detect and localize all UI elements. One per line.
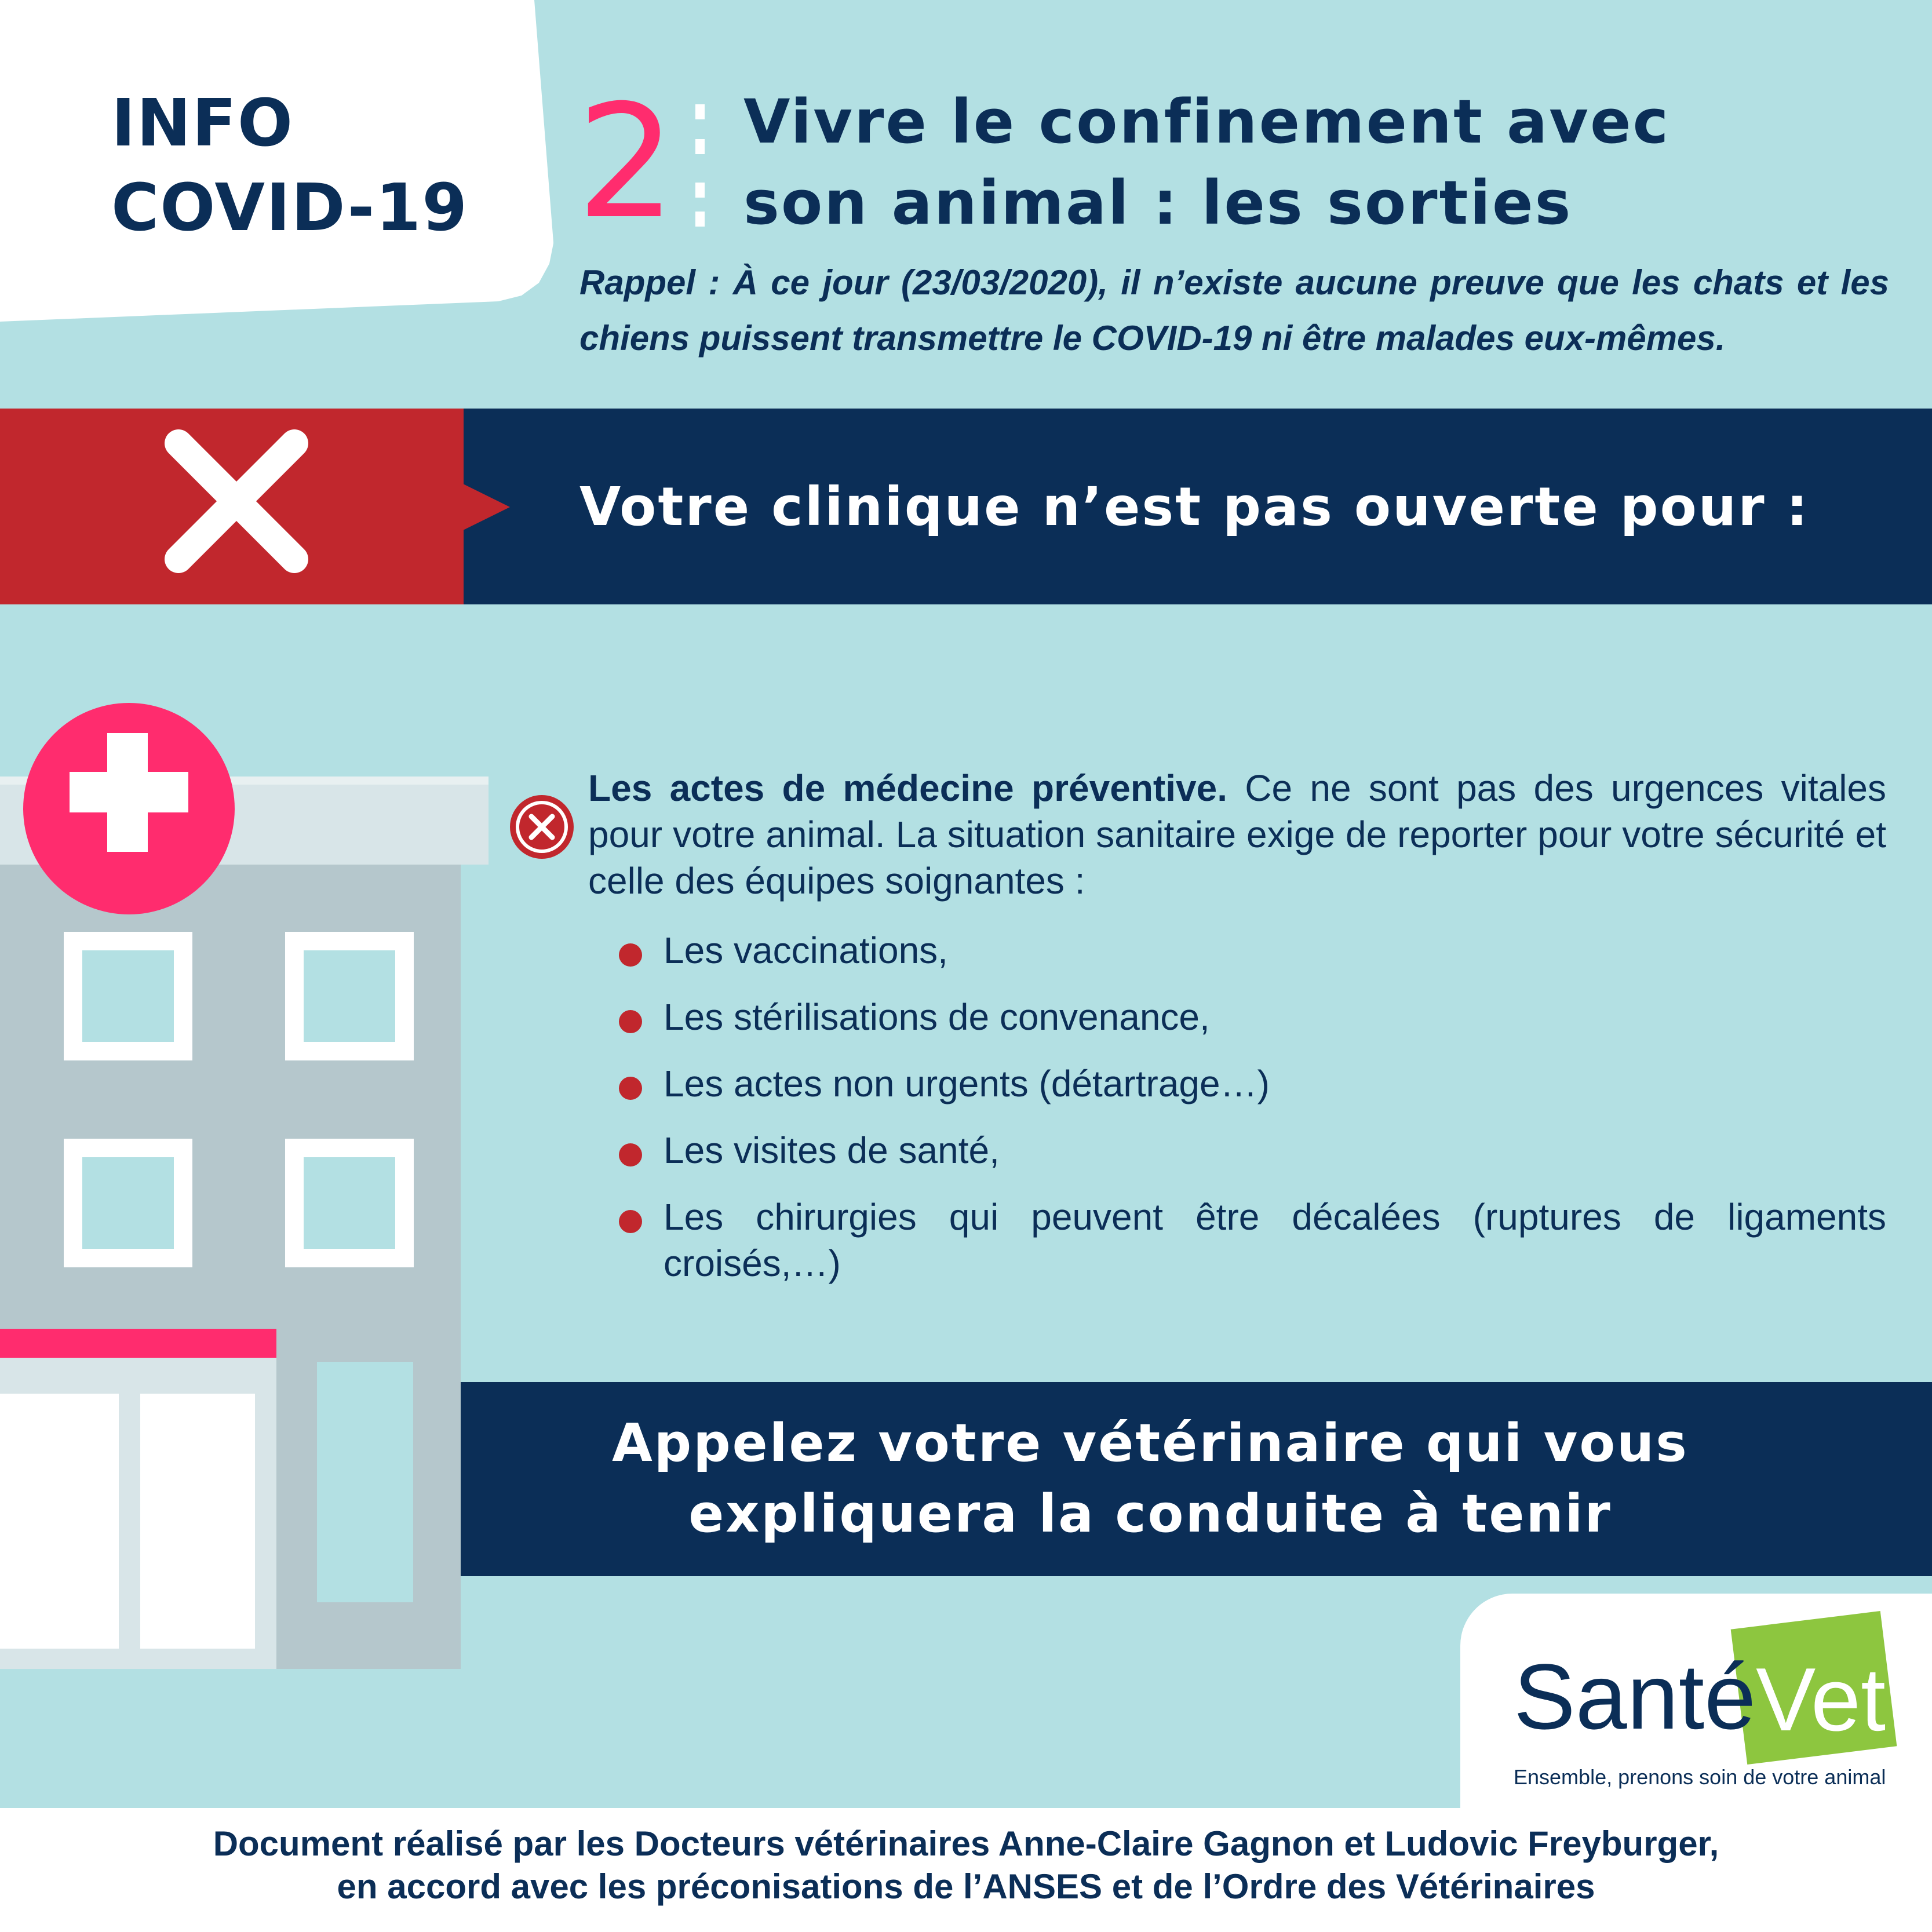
list-item-text: Les actes non urgents (détartrage…) <box>664 1063 1270 1104</box>
bullet-icon <box>619 1143 642 1167</box>
bullet-icon <box>619 1010 642 1033</box>
building-window <box>64 932 192 1060</box>
bullet-icon <box>619 1210 642 1233</box>
colon-dot <box>695 212 705 227</box>
cancel-circle-icon <box>510 795 574 859</box>
logo-brand-vet: Vet <box>1756 1649 1886 1749</box>
list-item <box>614 1127 1886 1173</box>
list-item <box>614 994 1886 1040</box>
building-window <box>285 1139 414 1267</box>
close-icon <box>150 414 323 588</box>
preventive-care-description: Ce ne sont pas des urgences vitales pour votre animal. La situation sanitaire exige de reporter pour votre sécurité et celle des équipes soignantes : <box>588 767 1887 902</box>
medical-cross-horizontal <box>70 772 188 812</box>
list-item-text: Les visites de santé, <box>664 1129 1000 1171</box>
page-title: Vivre le confinement avec son animal : les sorties <box>743 86 1671 238</box>
banner-heading: Votre clinique n’est pas ouverte pour : <box>579 476 1810 538</box>
colon-dot <box>695 183 705 198</box>
list-item-text: Les stérilisations de convenance, <box>664 996 1210 1038</box>
section-number: 2 <box>577 71 676 253</box>
cta-line: Appelez votre vétérinaire qui vous <box>612 1413 1689 1474</box>
building-window <box>64 1139 192 1267</box>
logo-tagline: Ensemble, prenons soin de votre animal <box>1514 1765 1886 1789</box>
reminder-note: Rappel : À ce jour (23/03/2020), il n’existe aucune preuve que les chats et les chiens puissent transmettre le COVID-19 ni être malades eux-mêmes. <box>579 263 1889 358</box>
footer-line: en accord avec les préconisations de l’ANSES et de l’Ordre des Vétérinaires <box>337 1867 1595 1906</box>
bullet-icon <box>619 943 642 967</box>
bullet-icon <box>619 1077 642 1100</box>
colon-dot <box>695 104 705 119</box>
building-side-window <box>317 1362 413 1602</box>
preventive-care-heading: Les actes de médecine préventive. <box>588 767 1227 809</box>
clinic-door <box>140 1394 255 1649</box>
preventive-care-paragraph <box>588 765 1886 904</box>
info-covid-label: INFO COVID-19 <box>111 86 469 246</box>
call-to-action-text <box>461 1408 1840 1550</box>
list-item <box>614 1060 1886 1107</box>
closed-services-list <box>614 927 1886 1307</box>
building-window <box>285 932 414 1060</box>
cta-line: expliquera la conduite à tenir <box>688 1483 1612 1544</box>
list-item <box>614 927 1886 974</box>
list-item-text: Les vaccinations, <box>664 929 948 971</box>
footer-line: Document réalisé par les Docteurs vétérinaires Anne-Claire Gagnon et Ludovic Freyburger, <box>213 1824 1719 1863</box>
banner-arrow <box>461 483 510 531</box>
list-item-text: Les chirurgies qui peuvent être décalées (ruptures de ligaments croisés,…) <box>664 1196 1886 1284</box>
clinic-awning <box>0 1329 276 1358</box>
logo-brand-sante: Santé <box>1514 1645 1756 1748</box>
clinic-door <box>0 1394 119 1649</box>
footer-credits <box>0 1822 1932 1908</box>
list-item <box>614 1194 1886 1286</box>
colon-dot <box>695 139 705 154</box>
